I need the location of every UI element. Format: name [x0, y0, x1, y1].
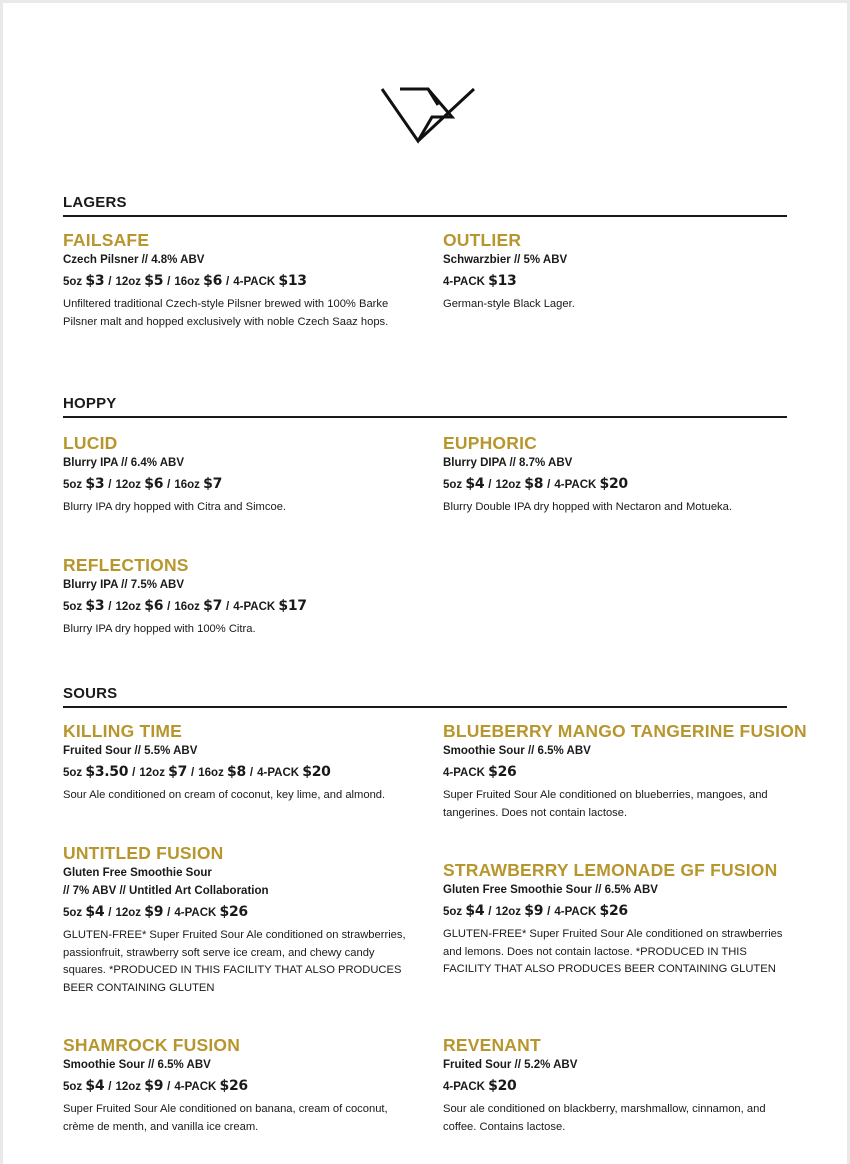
price-size: 16oz [198, 767, 224, 779]
beer-description: Sour ale conditioned on blackberry, marshmallow, cinnamon, and coffee. Contains lactose. [443, 1103, 766, 1133]
price-size: 12oz [495, 479, 522, 491]
beer-item [443, 1034, 793, 1136]
price-amount: $9 [144, 1078, 164, 1094]
price-amount: $3 [85, 598, 105, 614]
beer-style: Czech Pilsner // 4.8% ABV [63, 254, 205, 266]
price-amount: $3 [85, 476, 105, 492]
beer-item [443, 859, 793, 979]
beer-prices [63, 271, 413, 292]
beer-prices [63, 474, 413, 495]
price-amount: $20 [488, 1078, 517, 1094]
price-size: 5oz [443, 479, 463, 491]
price-size: 12oz [115, 1081, 142, 1093]
price-separator: / [488, 906, 492, 918]
price-size: 5oz [63, 907, 83, 919]
price-amount: $9 [524, 903, 544, 919]
beer-name: REFLECTIONS [63, 555, 189, 575]
price-size: 5oz [63, 601, 83, 613]
price-size: 12oz [115, 276, 142, 288]
beer-prices [63, 1076, 413, 1097]
price-amount: $26 [488, 764, 517, 780]
beer-prices [443, 474, 793, 495]
price-separator: / [249, 767, 254, 779]
price-size: 12oz [139, 767, 165, 779]
beer-description: Blurry Double IPA dry hopped with Nectaron and Motueka. [443, 501, 732, 513]
w-logo-icon [378, 83, 478, 147]
price-amount: $4 [465, 903, 485, 919]
beer-prices [443, 762, 793, 783]
beer-style: Schwarzbier // 5% ABV [443, 254, 568, 266]
section-title-lagers: LAGERS [63, 194, 127, 211]
beer-name: FAILSAFE [63, 230, 150, 250]
beer-description: Unfiltered traditional Czech-style Pilsner brewed with 100% Barke Pilsner malt and hopped exclusively with noble Czech Saaz hops. [63, 298, 389, 328]
beer-description: GLUTEN-FREE* Super Fruited Sour Ale conditioned on strawberries and lemons. Does not contain lactose. *PRODUCED IN THIS FACILITY THAT ALSO PRODUCES BEER CONTAINING GLUTEN [443, 928, 783, 976]
section-divider [63, 706, 787, 708]
beer-name: OUTLIER [443, 230, 522, 250]
price-amount: $7 [203, 598, 223, 614]
price-amount: $8 [227, 764, 246, 780]
price-separator: / [167, 907, 171, 919]
price-size: 4-PACK [443, 767, 485, 779]
beer-style: Smoothie Sour // 6.5% ABV [63, 1059, 211, 1071]
price-amount: $26 [219, 904, 248, 920]
price-amount: $13 [488, 273, 517, 289]
beer-name: SHAMROCK FUSION [63, 1035, 241, 1055]
price-size: 4-PACK [257, 767, 300, 779]
price-separator: / [488, 479, 492, 491]
section-title-sours: SOURS [63, 685, 118, 702]
beer-prices [443, 1076, 793, 1097]
price-amount: $26 [219, 1078, 248, 1094]
price-size: 12oz [115, 907, 142, 919]
price-separator: / [167, 276, 171, 288]
price-size: 5oz [63, 479, 83, 491]
beer-style: Smoothie Sour // 6.5% ABV [443, 745, 591, 757]
section-divider [63, 215, 787, 217]
price-size: 12oz [115, 479, 142, 491]
price-amount: $7 [168, 764, 188, 780]
beer-name: STRAWBERRY LEMONADE GF FUSION [443, 860, 778, 880]
price-separator: / [226, 276, 230, 288]
price-size: 4-PACK [174, 907, 217, 919]
price-size: 16oz [174, 601, 200, 613]
price-separator: / [167, 601, 171, 613]
beer-prices [63, 596, 413, 617]
price-amount: $6 [144, 598, 164, 614]
price-separator: / [108, 601, 112, 613]
price-size: 5oz [63, 276, 83, 288]
beer-item [63, 1034, 413, 1136]
beer-style: Blurry IPA // 6.4% ABV [63, 457, 184, 469]
beer-prices [63, 762, 413, 783]
price-separator: / [132, 767, 136, 779]
beer-prices [443, 901, 793, 922]
price-separator: / [226, 601, 230, 613]
beer-description: Super Fruited Sour Ale conditioned on banana, cream of coconut, crème de menth, and vanilla ice cream. [63, 1103, 388, 1133]
beer-name: UNTITLED FUSION [63, 843, 224, 863]
price-amount: $20 [302, 764, 331, 780]
price-size: 4-PACK [443, 1081, 485, 1093]
beer-item [63, 432, 413, 517]
beer-name: KILLING TIME [63, 721, 183, 741]
beer-style-extra: // 7% ABV // Untitled Art Collaboration [63, 885, 269, 897]
price-amount: $26 [599, 903, 628, 919]
price-size: 12oz [495, 906, 522, 918]
beer-description: GLUTEN-FREE* Super Fruited Sour Ale conditioned on strawberries, passionfruit, strawberry soft serve ice cream, and chewy candy squares. *PRODUCED IN THIS FACILITY THAT ALSO PRODUCES BEER CONTAINING GLUTEN [63, 929, 406, 994]
beer-item [63, 554, 413, 639]
price-size: 16oz [174, 276, 200, 288]
price-separator: / [108, 1081, 112, 1093]
beer-name: REVENANT [443, 1035, 541, 1055]
beer-prices [443, 271, 793, 292]
beer-item [443, 720, 807, 822]
beer-prices [63, 902, 413, 923]
price-separator: / [108, 276, 112, 288]
beer-style: Fruited Sour // 5.2% ABV [443, 1059, 578, 1071]
price-separator: / [191, 767, 195, 779]
price-separator: / [547, 906, 551, 918]
beer-style: Fruited Sour // 5.5% ABV [63, 745, 198, 757]
beer-item [443, 432, 793, 517]
price-separator: / [547, 479, 551, 491]
price-size: 4-PACK [554, 479, 597, 491]
price-size: 5oz [63, 767, 83, 779]
beer-description: German-style Black Lager. [443, 298, 575, 310]
beer-description: Super Fruited Sour Ale conditioned on blueberries, mangoes, and tangerines. Does not contain lactose. [443, 789, 768, 819]
price-amount: $6 [203, 273, 223, 289]
price-size: 16oz [174, 479, 200, 491]
beer-item [63, 229, 413, 331]
price-amount: $17 [278, 598, 307, 614]
beer-style: Gluten Free Smoothie Sour [63, 867, 212, 879]
price-size: 4-PACK [174, 1081, 217, 1093]
section-title-hoppy: HOPPY [63, 395, 117, 412]
section-divider [63, 416, 787, 418]
price-size: 4-PACK [443, 276, 485, 288]
price-separator: / [108, 907, 112, 919]
price-amount: $7 [203, 476, 223, 492]
price-amount: $4 [85, 1078, 105, 1094]
beer-style: Gluten Free Smoothie Sour // 6.5% ABV [443, 884, 658, 896]
price-size: 5oz [63, 1081, 83, 1093]
price-amount: $6 [144, 476, 164, 492]
price-size: 12oz [115, 601, 142, 613]
beer-description: Blurry IPA dry hopped with 100% Citra. [63, 623, 256, 635]
beer-style: Blurry IPA // 7.5% ABV [63, 579, 184, 591]
beer-item [63, 842, 413, 997]
menu-page [3, 3, 847, 1164]
price-amount: $8 [524, 476, 544, 492]
price-separator: / [108, 479, 112, 491]
price-size: 4-PACK [233, 601, 276, 613]
price-amount: $3 [85, 273, 105, 289]
price-amount: $4 [465, 476, 485, 492]
beer-name: LUCID [63, 433, 118, 453]
price-amount: $13 [278, 273, 307, 289]
beer-style: Blurry DIPA // 8.7% ABV [443, 457, 573, 469]
price-amount: $3.50 [85, 764, 129, 780]
beer-name: BLUEBERRY MANGO TANGERINE FUSION [443, 721, 807, 741]
price-amount: $4 [85, 904, 105, 920]
beer-name: EUPHORIC [443, 433, 537, 453]
price-separator: / [167, 1081, 171, 1093]
beer-description: Blurry IPA dry hopped with Citra and Simcoe. [63, 501, 287, 513]
beer-item [443, 229, 793, 314]
beer-item [63, 720, 413, 805]
price-size: 5oz [443, 906, 463, 918]
price-size: 4-PACK [554, 906, 597, 918]
price-amount: $5 [144, 273, 164, 289]
price-amount: $20 [599, 476, 628, 492]
price-size: 4-PACK [233, 276, 276, 288]
price-separator: / [167, 479, 171, 491]
price-amount: $9 [144, 904, 164, 920]
beer-description: Sour Ale conditioned on cream of coconut, key lime, and almond. [63, 789, 386, 801]
